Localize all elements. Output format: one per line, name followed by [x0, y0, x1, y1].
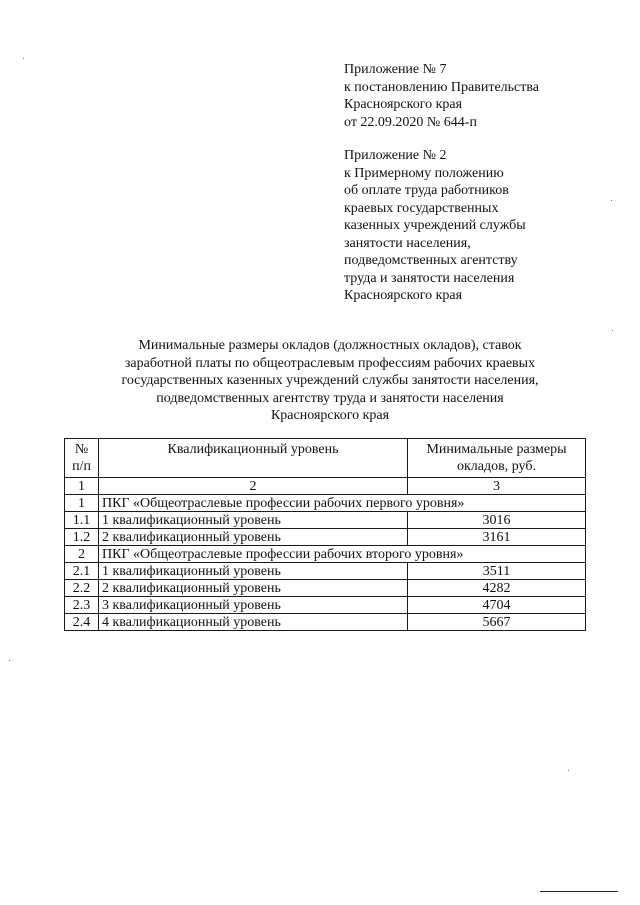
annex-7-line: Красноярского края [344, 97, 463, 112]
annex-7-line: от 22.09.2020 № 644-п [344, 114, 477, 130]
row-num: 2.4 [65, 614, 99, 631]
column-index: 1 [65, 478, 99, 495]
title-line: заработной платы по общеотраслевым профессиям рабочих краевых [124, 355, 536, 371]
scan-speck [9, 660, 10, 661]
annex-2-line: труда и занятости населения [344, 270, 515, 286]
annex-2-header [344, 147, 614, 305]
column-index-row [65, 478, 586, 495]
header-num: № п/п [65, 439, 99, 478]
row-salary: 3511 [408, 563, 586, 580]
row-salary: 4704 [408, 597, 586, 614]
annex-2-line: Красноярского края [344, 288, 463, 303]
annex-2-line: об оплате труда работников [344, 183, 509, 198]
annex-2-line: казенных учреждений службы [344, 218, 526, 233]
title-line: подведомственных агентству труда и занятости населения [156, 390, 504, 406]
header-level: Квалификационный уровень [99, 439, 408, 478]
table-row [65, 580, 586, 597]
row-num: 1.2 [65, 529, 99, 546]
row-num: 1.1 [65, 512, 99, 529]
table-row [65, 512, 586, 529]
annex-7-line: Приложение № 7 [344, 62, 447, 77]
row-level: 2 квалификационный уровень [99, 580, 408, 597]
group-name: ПКГ «Общеотраслевые профессии рабочих первого уровня» [99, 495, 586, 512]
table-row [65, 614, 586, 631]
annex-2-line: Приложение № 2 [344, 148, 447, 163]
annex-2-line: занятости населения, [344, 235, 471, 251]
bottom-rule [540, 891, 618, 892]
title-line: Красноярского края [270, 408, 390, 423]
group-num: 1 [65, 495, 99, 512]
title-line: Минимальные размеры окладов (должностных окладов), ставок [138, 338, 522, 353]
scan-speck [612, 330, 613, 331]
scan-speck [568, 770, 569, 771]
table-header-row [65, 439, 586, 478]
row-level: 3 квалификационный уровень [99, 597, 408, 614]
row-salary: 5667 [408, 614, 586, 631]
scan-speck [23, 58, 24, 59]
salary-table [64, 438, 586, 631]
row-level: 1 квалификационный уровень [99, 512, 408, 529]
group-row [65, 495, 586, 512]
table-row [65, 563, 586, 580]
column-index: 3 [408, 478, 586, 495]
title-line: государственных казенных учреждений службы занятости населения, [121, 373, 539, 388]
column-index: 2 [99, 478, 408, 495]
row-level: 2 квалификационный уровень [99, 529, 408, 546]
document-title [60, 337, 600, 425]
row-num: 2.1 [65, 563, 99, 580]
annex-2-line: к Примерному положению [344, 165, 504, 181]
group-num: 2 [65, 546, 99, 563]
row-salary: 3016 [408, 512, 586, 529]
table-row [65, 597, 586, 614]
row-level: 4 квалификационный уровень [99, 614, 408, 631]
row-level: 1 квалификационный уровень [99, 563, 408, 580]
scan-speck [611, 200, 612, 201]
annex-7-header [344, 61, 614, 131]
annex-2-line: подведомственных агентству [344, 253, 518, 268]
header-salary: Минимальные размеры окладов, руб. [408, 439, 586, 478]
annex-7-line: к постановлению Правительства [344, 79, 540, 95]
row-salary: 3161 [408, 529, 586, 546]
annex-2-line: краевых государственных [344, 200, 499, 216]
table-row [65, 529, 586, 546]
row-salary: 4282 [408, 580, 586, 597]
group-row [65, 546, 586, 563]
row-num: 2.3 [65, 597, 99, 614]
group-name: ПКГ «Общеотраслевые профессии рабочих второго уровня» [99, 546, 586, 563]
row-num: 2.2 [65, 580, 99, 597]
